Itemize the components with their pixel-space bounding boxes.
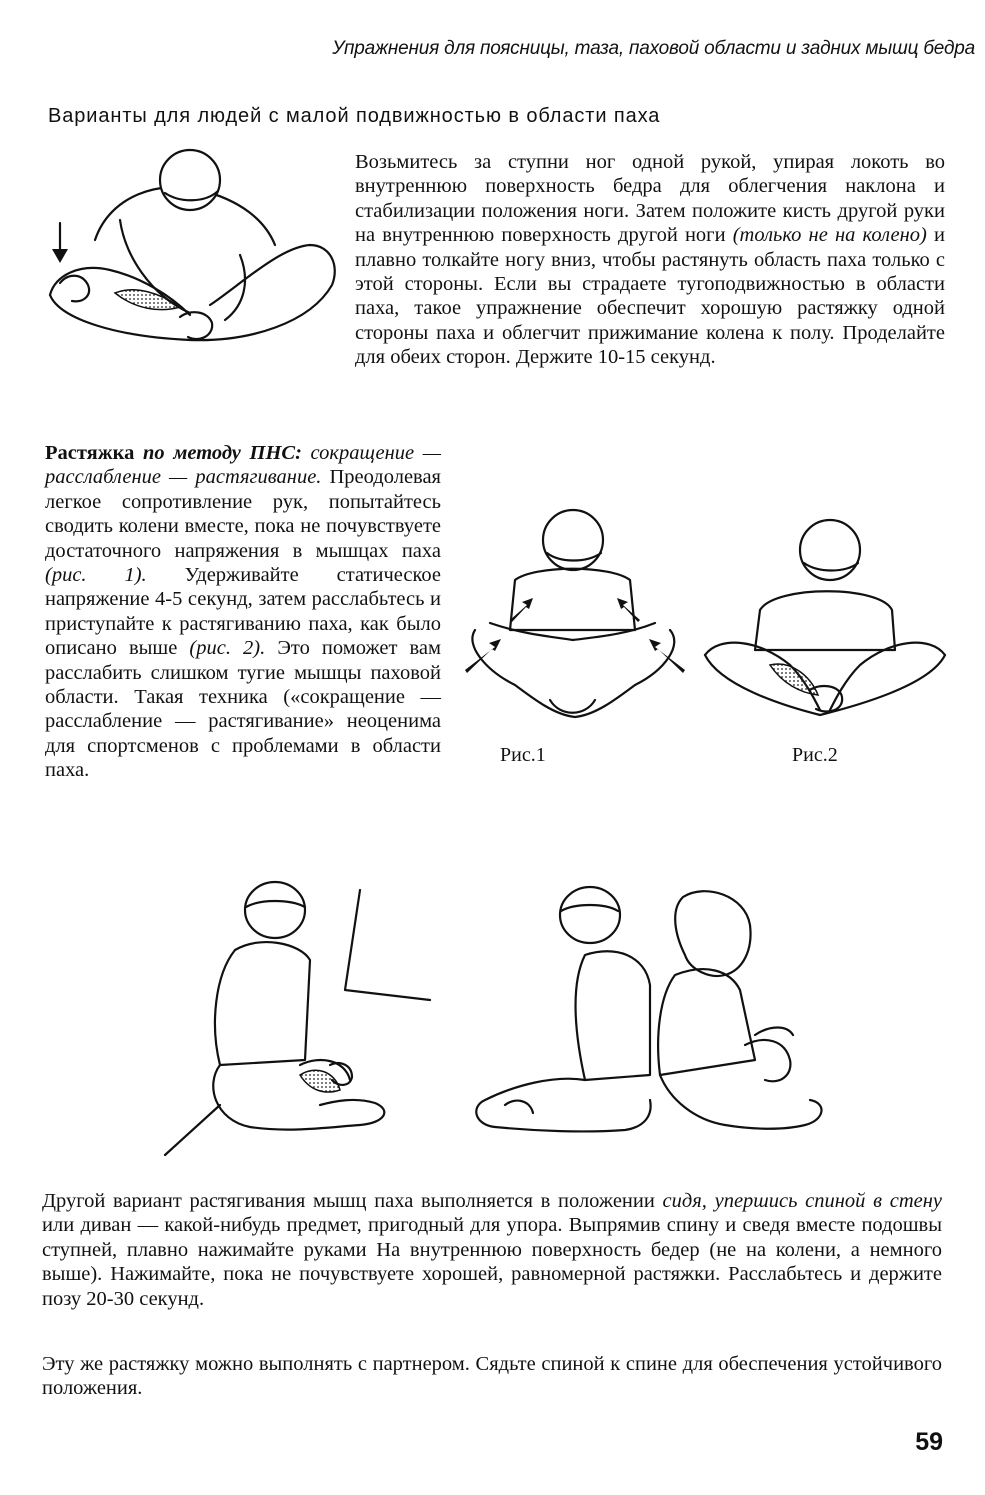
figure-2-caption: Рис.2 [792,744,838,766]
illustration-one-side-groin-stretch [40,145,340,355]
paragraph-partner-stretch: Эту же растяжку можно выполнять с партнером. Сядьте спиной к спине для обеспечения устойчивого положения. [42,1353,942,1400]
page-number: 59 [915,1428,943,1456]
running-header: Упражнения для поясницы, таза, паховой области и задних мышц бедра [332,38,975,59]
figure-1-caption: Рис.1 [500,744,546,766]
paragraph-pns-stretch: Растяжка по методу ПНС: сокращение — расслабление — растягивание. Преодолевая легкое сопротивление рук, попытайтесь сводить колени вместе, пока не почувствуете достаточного напряжения в мышцах паха (рис. 1). Удерживайте статическое напряжение 4-5 секунд, затем расслабьтесь и приступайте к растягиванию паха, как было описано выше (рис. 2). Это поможет вам расслабить слишком тугие мышцы паховой области. Такая техника («сокращение — расслабление — растягивание» неоценима для спортсменов с проблемами в области паха. [45,442,441,782]
illustration-stretch-against-wall [160,865,440,1160]
paragraph-wall-stretch: Другой вариант растягивания мышц паха выполняется в положении сидя, упершись спиной в стену или диван — какой-нибудь предмет, пригодный для упора. Выпрямив спину и сведя вместе подошвы ступней, плавно нажимайте руками На внутреннюю поверхность бедер (не на колени, а немного выше). Нажимайте, пока не почувствуете хорошей, равномерной растяжки. Расслабьтесь и держите позу 20-30 секунд. [42,1190,942,1310]
illustration-stretch-with-partner [455,875,835,1155]
section-title: Варианты для людей с малой подвижностью в области паха [48,105,661,127]
figure-2-groin-stretch [700,515,950,735]
figure-1-pns-contraction [455,505,695,735]
paragraph-one-side-stretch: Возьмитесь за ступни ног одной рукой, упирая локоть во внутреннюю поверхность бедра для облегчения наклона и стабилизации положения ноги. Затем положите кисть другой руки на внутреннюю поверхность другой ноги (только не на колено) и плавно толкайте ногу вниз, чтобы растянуть область паха только с этой стороны. Если вы страдаете тугоподвижностью в области паха, такое упражнение обеспечит хорошую растяжку одной стороны паха и облегчит прижимание колена к полу. Проделайте для обеих сторон. Держите 10-15 секунд. [355,151,945,369]
